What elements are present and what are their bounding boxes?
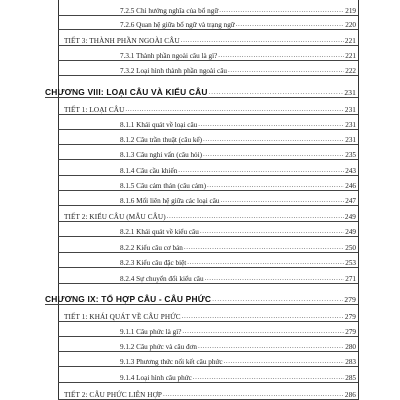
entry-title: 7.2.6 Quan hệ giữa bổ ngữ và trạng ngữ [120,21,235,29]
dot-leader [187,258,344,267]
entry-title: 8.1.5 Câu cảm thán (câu cảm) [120,182,207,190]
dot-leader [193,373,344,382]
entry-title: 8.1.2 Câu trần thuật (câu kể) [120,136,203,144]
dot-leader [200,227,344,236]
entry-page: 279 [345,328,356,336]
entry-title: 8.2.4 Sự chuyển đổi kiểu câu [120,275,204,283]
entry-page: 286 [344,391,356,399]
entry-title: 7.3.1 Thành phần ngoài câu là gì? [120,52,218,60]
entry-page: 271 [345,275,356,283]
toc-entry[interactable] [58,2,358,16]
entry-title: TIẾT 2: KIỂU CÂU (MẪU CÂU) [64,213,166,221]
entry-title: 8.1.1 Khái quát về loại câu [120,121,198,129]
toc-entry[interactable] [58,239,358,253]
entry-page: 220 [345,21,356,29]
toc-entry[interactable] [58,47,358,61]
entry-title: 9.1.1 Câu phức là gì? [120,328,182,336]
entry-title: 9.1.2 Câu phức và câu đơn [120,343,197,351]
dot-leader [198,120,344,129]
toc-entry[interactable] [58,100,358,115]
toc-entry[interactable] [58,62,358,76]
toc-entry[interactable] [58,207,358,222]
entry-title: 9.1.3 Phương thức nối kết câu phức [120,358,223,366]
dot-leader [221,196,345,205]
entry-title: 9.1.4 Loại hình câu phức [120,374,192,382]
entry-page: 280 [345,343,356,351]
dot-leader [203,150,344,159]
entry-page: 243 [345,167,356,175]
entry-title: CHƯƠNG VIII: LOẠI CÂU VÀ KIỂU CÂU [45,87,208,97]
dot-leader [203,135,344,144]
dot-leader [182,327,344,336]
entry-page: 221 [344,37,356,45]
entry-page: 231 [344,106,356,114]
toc-entry[interactable] [58,192,358,206]
entry-title: 7.3.2 Loại hình thành phần ngoài câu [120,67,227,75]
toc-entry[interactable] [58,307,358,322]
entry-page: 253 [345,259,356,267]
dot-leader [163,390,344,399]
toc-entry[interactable] [58,270,358,284]
dot-leader [198,342,344,351]
toc-entry[interactable] [58,116,358,130]
entry-page: 231 [345,121,356,129]
entry-page: 249 [345,228,356,236]
entry-page: 279 [344,295,356,304]
entry-page: 235 [345,151,356,159]
entry-title: CHƯƠNG IX: TỔ HỢP CÂU - CÂU PHỨC [45,294,212,304]
dot-leader [181,36,344,45]
entry-title: 8.1.3 Câu nghi vấn (câu hỏi) [120,151,203,159]
toc-entry[interactable] [58,31,358,46]
toc-entry[interactable] [58,223,358,237]
entry-title: 8.1.6 Mối liên hệ giữa các loại câu [120,197,220,205]
entry-page: 231 [344,88,356,97]
entry-page: 219 [345,7,356,15]
dot-leader [219,6,344,15]
entry-page: 285 [345,374,356,382]
entry-title: TIẾT 2: CÂU PHỨC LIÊN HỢP [64,391,162,399]
toc-entry[interactable] [58,369,358,383]
entry-title: 8.2.2 Kiểu câu cơ bản [120,244,183,252]
entry-page: 246 [345,182,356,190]
right-border-line [358,0,359,400]
toc-entry[interactable] [58,385,358,400]
dot-leader [207,181,344,190]
toc-entry[interactable] [58,353,358,367]
dot-leader [224,357,345,366]
toc-entry[interactable] [58,254,358,268]
dot-leader [184,243,344,252]
dot-leader [182,312,344,321]
entry-title: 8.1.4 Câu cầu khiến [120,167,178,175]
entry-page: 247 [345,197,356,205]
entry-title: 7.2.5 Chỉ hướng nghĩa của bổ ngữ [120,7,219,15]
entry-page: 279 [344,313,356,321]
dot-leader [212,295,343,304]
dot-leader [178,166,344,175]
toc-chapter-heading[interactable] [45,82,358,98]
entry-page: 221 [345,52,356,60]
entry-title: 8.2.1 Khái quát về kiểu câu [120,228,199,236]
dot-leader [125,105,344,114]
entry-page: 231 [345,136,356,144]
entry-title: TIẾT 3: THÀNH PHẦN NGOÀI CÂU [64,37,180,45]
entry-page: 249 [344,213,356,221]
toc-chapter-heading[interactable] [45,289,358,305]
toc-entry[interactable] [58,162,358,176]
entry-title: TIẾT 1: LOẠI CÂU [64,106,125,114]
toc-entry[interactable] [58,131,358,145]
dot-leader [209,88,344,97]
entry-page: 250 [345,244,356,252]
toc-entry[interactable] [58,323,358,337]
dot-leader [167,212,344,221]
entry-page: 222 [345,67,356,75]
entry-title: 8.2.3 Kiểu câu đặc biệt [120,259,187,267]
toc-entry[interactable] [58,177,358,191]
dot-leader [218,51,344,60]
toc-entry[interactable] [58,338,358,352]
entry-page: 283 [345,358,356,366]
toc-entry[interactable] [58,16,358,30]
dot-leader [228,66,344,75]
entry-title: TIẾT 1: KHÁI QUÁT VỀ CÂU PHỨC [64,313,181,321]
toc-entry[interactable] [58,146,358,160]
dot-leader [236,20,345,29]
dot-leader [205,274,345,283]
